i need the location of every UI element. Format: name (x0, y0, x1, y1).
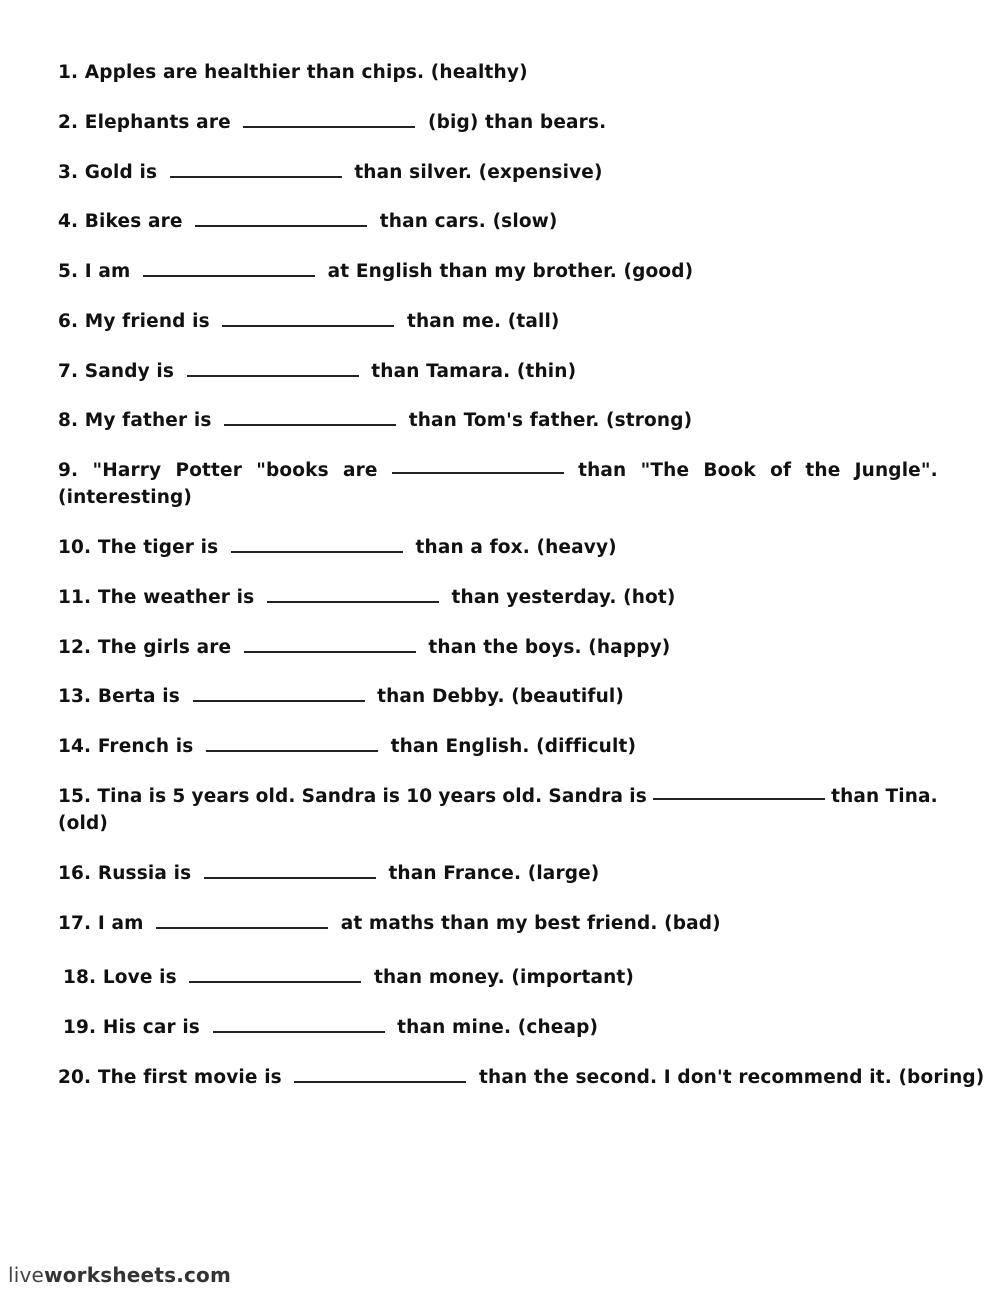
item-word: 10 (406, 786, 433, 807)
answer-blank-14[interactable] (206, 736, 378, 752)
item-word: Tina. (885, 786, 938, 807)
exercise-item-12 (58, 635, 670, 661)
exercise-item-15-hint (58, 811, 108, 837)
exercise-item-5 (58, 259, 693, 285)
item-word: Sandra (301, 786, 377, 807)
item-text-before: Love is (102, 967, 177, 988)
exercise-item-11 (58, 585, 676, 611)
item-text-after: at maths than my best friend. (bad) (340, 913, 721, 934)
item-word: is (148, 786, 167, 807)
item-number: 5. (58, 261, 79, 282)
answer-blank-11[interactable] (267, 587, 439, 603)
item-word: the (805, 460, 841, 481)
answer-blank-16[interactable] (204, 863, 376, 879)
exercise-item-9 (58, 458, 938, 484)
item-text-before: My friend is (84, 311, 210, 332)
answer-blank-15[interactable] (653, 784, 825, 800)
item-text-after: than silver. (expensive) (354, 162, 603, 183)
item-number: 12. (58, 637, 92, 658)
item-word: 5 (172, 786, 186, 807)
answer-blank-18[interactable] (189, 967, 361, 983)
logo-prefix: live (8, 1263, 45, 1287)
item-word: "Harry (92, 460, 162, 481)
answer-blank-10[interactable] (231, 537, 403, 553)
item-number: 2. (58, 112, 79, 133)
item-word: is (382, 786, 401, 807)
item-text-before: I am (84, 261, 131, 282)
item-word: years (191, 786, 250, 807)
item-text-after: than yesterday. (hot) (451, 587, 676, 608)
item-word: is (629, 786, 647, 807)
logo-brand: worksheets (44, 1263, 177, 1287)
item-number: 1. (58, 62, 79, 83)
item-text-after: than the boys. (happy) (428, 637, 671, 658)
item-number: 17. (58, 913, 92, 934)
item-text-after: at English than my brother. (good) (327, 261, 694, 282)
item-word: Jungle". (854, 460, 938, 481)
item-text-before: The girls are (97, 637, 232, 658)
answer-blank-5[interactable] (143, 261, 315, 277)
exercise-item-14 (58, 734, 636, 760)
answer-blank-9[interactable] (392, 458, 564, 474)
logo-suffix: .com (176, 1263, 232, 1287)
item-number: 11. (58, 587, 92, 608)
exercise-item-7 (58, 359, 576, 385)
item-word: "The (640, 460, 690, 481)
item-word: "books (256, 460, 329, 481)
exercise-item-1 (58, 60, 528, 86)
item-word: than (578, 460, 627, 481)
item-number: 8. (58, 410, 79, 431)
exercise-item-16 (58, 861, 599, 887)
item-number: 18. (63, 967, 97, 988)
item-number: 14. (58, 736, 92, 757)
item-text-after: than English. (difficult) (390, 736, 637, 757)
exercise-item-9-hint (58, 485, 192, 511)
item-word: old. (502, 786, 543, 807)
answer-blank-20[interactable] (294, 1067, 466, 1083)
item-text-before: French is (97, 736, 194, 757)
item-number: 19. (63, 1017, 97, 1038)
item-number: 20. (58, 1067, 92, 1088)
item-text-before: Russia is (97, 863, 192, 884)
item-text-before: Berta is (97, 686, 180, 707)
item-number: 9. (58, 460, 79, 481)
item-text-before: Elephants are (84, 112, 231, 133)
exercise-item-6 (58, 309, 560, 335)
answer-blank-19[interactable] (213, 1017, 385, 1033)
item-text-before: Bikes are (84, 211, 183, 232)
item-number: 13. (58, 686, 92, 707)
item-text-before: The tiger is (97, 537, 219, 558)
exercise-item-2 (58, 110, 606, 136)
answer-blank-7[interactable] (187, 361, 359, 377)
item-number: 15. (58, 786, 92, 807)
item-word: Tina (97, 786, 143, 807)
answer-blank-12[interactable] (244, 637, 416, 653)
item-number: 3. (58, 162, 79, 183)
item-text: Apples are healthier than chips. (healthy) (84, 62, 528, 83)
item-text-after: than mine. (cheap) (397, 1017, 599, 1038)
item-number: 6. (58, 311, 79, 332)
exercise-item-4 (58, 209, 558, 235)
exercise-item-17 (58, 911, 721, 937)
item-hint: (old) (58, 813, 108, 834)
item-text-after: than Debby. (beautiful) (377, 686, 624, 707)
liveworksheets-logo (8, 1263, 231, 1287)
item-word: years (438, 786, 497, 807)
answer-blank-2[interactable] (243, 112, 415, 128)
item-text-after: (big) than bears. (427, 112, 607, 133)
item-text-before: The weather is (97, 587, 255, 608)
item-number: 4. (58, 211, 79, 232)
item-number: 10. (58, 537, 92, 558)
exercise-item-8 (58, 408, 692, 434)
item-text-before: My father is (84, 410, 212, 431)
item-text-after: than Tamara. (thin) (371, 361, 577, 382)
item-hint: (interesting) (58, 487, 193, 508)
item-word: of (770, 460, 792, 481)
item-word: are (343, 460, 378, 481)
item-word: Potter (175, 460, 243, 481)
item-text-before: His car is (102, 1017, 200, 1038)
item-word: Book (703, 460, 756, 481)
answer-blank-6[interactable] (222, 311, 394, 327)
exercise-item-15 (58, 784, 938, 810)
item-word: than (831, 786, 880, 807)
item-number: 7. (58, 361, 79, 382)
answer-blank-4[interactable] (195, 211, 367, 227)
exercise-item-10 (58, 535, 617, 561)
item-word: old. (255, 786, 296, 807)
item-text-after: than France. (large) (388, 863, 600, 884)
item-number: 16. (58, 863, 92, 884)
item-text-before: Sandy is (84, 361, 175, 382)
exercise-item-19 (63, 1015, 598, 1041)
answer-blank-13[interactable] (193, 686, 365, 702)
answer-blank-17[interactable] (156, 913, 328, 929)
exercise-item-3 (58, 160, 603, 186)
item-text-after: than a fox. (heavy) (415, 537, 617, 558)
item-text-after: than cars. (slow) (379, 211, 558, 232)
exercise-item-20 (58, 1065, 984, 1091)
item-text-after: than money. (important) (373, 967, 635, 988)
item-text-after: than the second. I don't recommend it. (boring) (479, 1067, 985, 1088)
item-text-after: than me. (tall) (406, 311, 560, 332)
item-text-before: The first movie is (97, 1067, 282, 1088)
exercise-item-18 (63, 965, 634, 991)
item-text-before: Gold is (84, 162, 158, 183)
answer-blank-3[interactable] (170, 162, 342, 178)
item-word: Sandra (548, 786, 624, 807)
item-text-after: than Tom's father. (strong) (408, 410, 693, 431)
exercise-item-13 (58, 684, 624, 710)
item-text-before: I am (97, 913, 144, 934)
answer-blank-8[interactable] (224, 410, 396, 426)
